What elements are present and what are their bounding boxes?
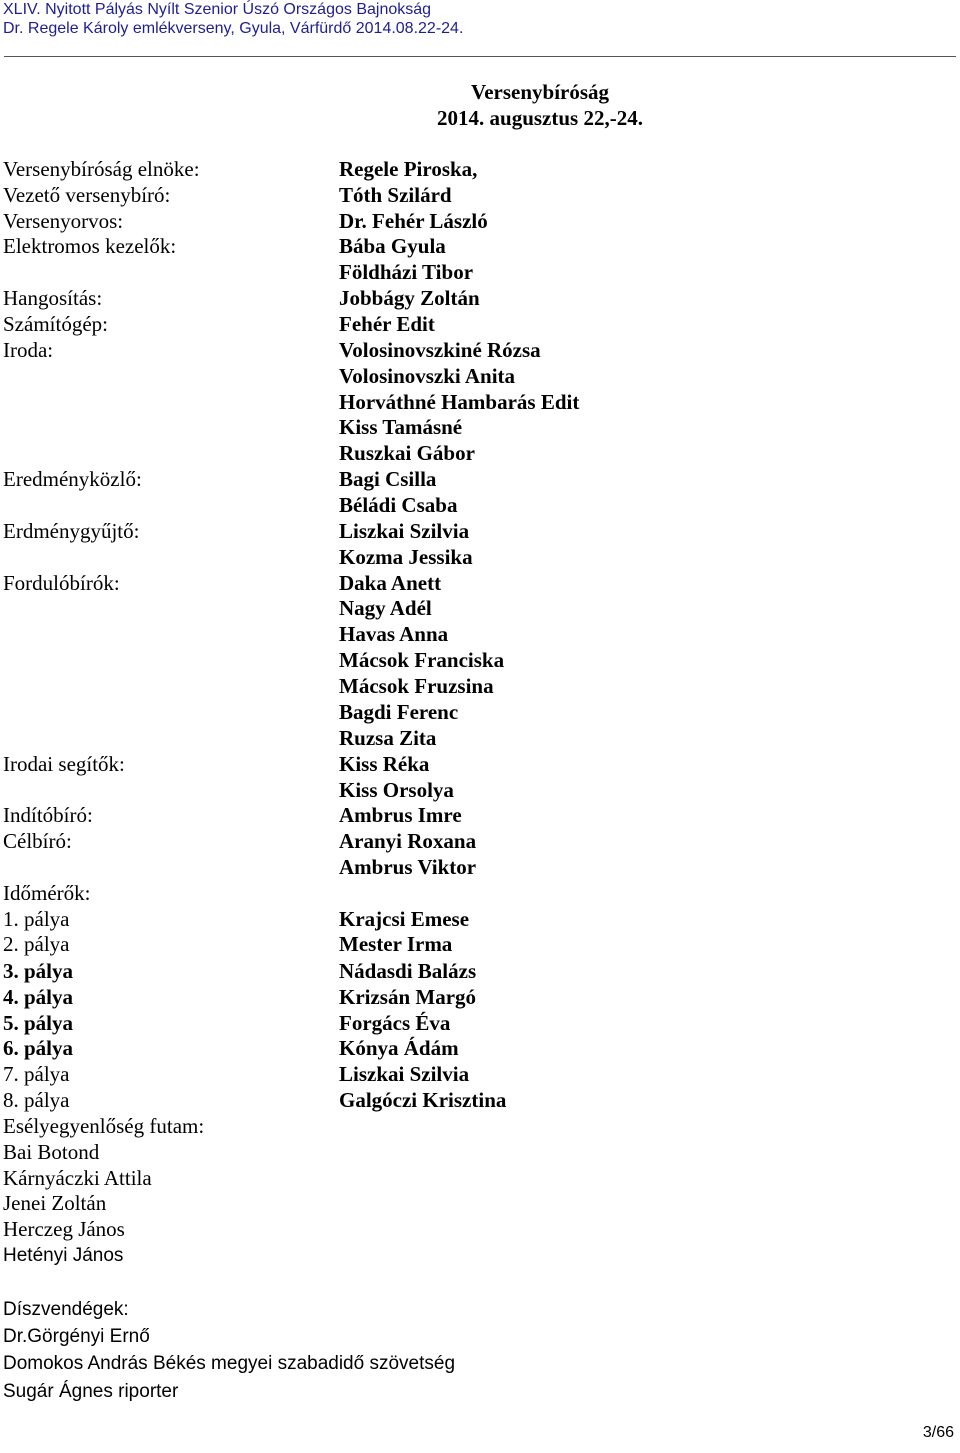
person-name: Kiss Tamásné <box>339 415 463 439</box>
person-name: Ambrus Imre <box>339 803 462 827</box>
page-number: 3/66 <box>922 1424 954 1441</box>
person-name: Volosinovszkiné Rózsa <box>339 338 541 362</box>
person-name: Kárnyáczki Attila <box>3 1166 152 1190</box>
person-name: Herczeg János <box>3 1217 125 1241</box>
person-name: Mester Irma <box>339 932 453 956</box>
person-name: Bai Botond <box>3 1140 100 1164</box>
page-date: 2014. augusztus 22,-24. <box>437 106 643 130</box>
person-name: Földházi Tibor <box>339 260 474 284</box>
person-name: Krizsán Margó <box>339 985 477 1009</box>
person-name: Volosinovszki Anita <box>339 364 516 388</box>
person-name: Jobbágy Zoltán <box>339 286 480 310</box>
role-label: Fordulóbírók: <box>3 571 120 595</box>
lane-label: 7. pálya <box>3 1062 70 1086</box>
role-label: Hangosítás: <box>3 286 103 310</box>
lane-label: 4. pálya <box>3 985 74 1009</box>
person-name: Tóth Szilárd <box>339 183 452 207</box>
role-label: Időmérők: <box>3 881 91 905</box>
lane-label: 1. pálya <box>3 907 70 931</box>
person-name: Hetényi János <box>3 1245 124 1266</box>
person-name: Ruszkai Gábor <box>339 441 475 465</box>
person-name: Regele Piroska, <box>339 157 478 181</box>
role-label: Indítóbíró: <box>3 803 93 827</box>
person-name: Ambrus Viktor <box>339 855 477 879</box>
guest-name: Dr.Görgényi Ernő <box>3 1326 150 1347</box>
document-header-subtitle: Dr. Regele Károly emlékverseny, Gyula, Várfürdő 2014.08.22-24. <box>3 20 464 37</box>
person-name: Kozma Jessika <box>339 545 473 569</box>
lane-label: 8. pálya <box>3 1088 70 1112</box>
person-name: Krajcsi Emese <box>339 907 470 931</box>
person-name: Havas Anna <box>339 622 449 646</box>
person-name: Liszkai Szilvia <box>339 519 470 543</box>
person-name: Nádasdi Balázs <box>339 959 477 983</box>
person-name: Liszkai Szilvia <box>339 1062 470 1086</box>
role-label: Esélyegyenlőség futam: <box>3 1114 205 1138</box>
person-name: Kónya Ádám <box>339 1036 459 1060</box>
guests-label: Díszvendégek: <box>3 1299 129 1320</box>
person-name: Mácsok Franciska <box>339 648 505 672</box>
guest-name: Sugár Ágnes riporter <box>3 1381 179 1402</box>
person-name: Forgács Éva <box>339 1011 451 1035</box>
person-name: Galgóczi Krisztina <box>339 1088 507 1112</box>
role-label: Elektromos kezelők: <box>3 234 177 258</box>
person-name: Aranyi Roxana <box>339 829 477 853</box>
person-name: Fehér Edit <box>339 312 435 336</box>
person-name: Jenei Zoltán <box>3 1191 107 1215</box>
person-name: Horváthné Hambarás Edit <box>339 390 580 414</box>
role-label: Irodai segítők: <box>3 752 125 776</box>
role-label: Célbíró: <box>3 829 72 853</box>
person-name: Bagdi Ferenc <box>339 700 459 724</box>
person-name: Kiss Orsolya <box>339 778 454 802</box>
person-name: Kiss Réka <box>339 752 430 776</box>
page-title: Versenybíróság <box>470 80 610 104</box>
role-label: Versenyorvos: <box>3 209 124 233</box>
person-name: Dr. Fehér László <box>339 209 488 233</box>
guest-name: Domokos András Békés megyei szabadidő szövetség <box>3 1353 456 1374</box>
lane-label: 2. pálya <box>3 932 70 956</box>
person-name: Bába Gyula <box>339 234 446 258</box>
person-name: Béládi Csaba <box>339 493 458 517</box>
role-label: Versenybíróság elnöke: <box>3 157 200 181</box>
role-label: Vezető versenybíró: <box>3 183 171 207</box>
person-name: Daka Anett <box>339 571 442 595</box>
lane-label: 3. pálya <box>3 959 74 983</box>
person-name: Ruzsa Zita <box>339 726 437 750</box>
role-label: Iroda: <box>3 338 54 362</box>
role-label: Erdménygyűjtő: <box>3 519 140 543</box>
header-divider <box>4 56 956 57</box>
lane-label: 5. pálya <box>3 1011 74 1035</box>
person-name: Mácsok Fruzsina <box>339 674 494 698</box>
role-label: Számítógép: <box>3 312 108 336</box>
document-header-title: XLIV. Nyitott Pályás Nyílt Szenior Úszó Országos Bajnokság <box>3 1 432 18</box>
lane-label: 6. pálya <box>3 1036 74 1060</box>
role-label: Eredményközlő: <box>3 467 142 491</box>
person-name: Nagy Adél <box>339 596 432 620</box>
person-name: Bagi Csilla <box>339 467 437 491</box>
